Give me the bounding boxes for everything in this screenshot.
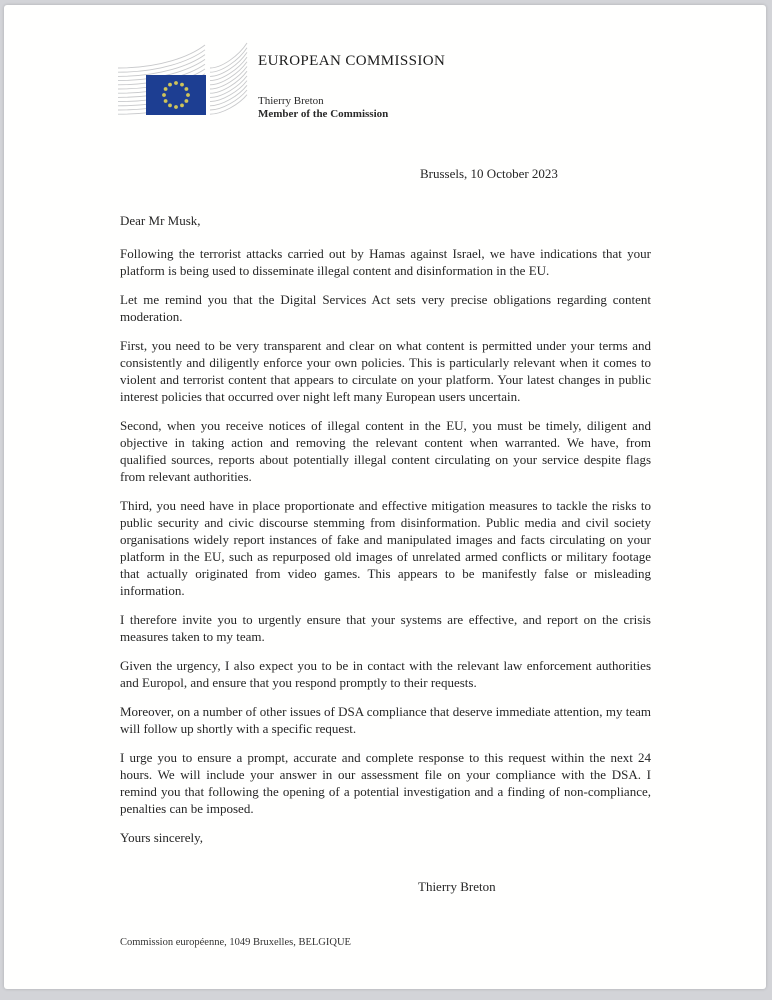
- sender-name: Thierry Breton: [258, 95, 324, 107]
- dateline: Brussels, 10 October 2023: [420, 166, 558, 181]
- signature-name: Thierry Breton: [418, 879, 496, 894]
- eu-flag: [146, 75, 206, 115]
- letter-paragraph-6: I therefore invite you to urgently ensure that your systems are effective, and report on the crisis measures taken to my team.: [120, 612, 651, 644]
- letter-paragraph-1: Following the terrorist attacks carried out by Hamas against Israel, we have indications that your platform is being used to disseminate illegal content and disinformation in the EU.: [120, 246, 651, 278]
- european-commission-logo: [118, 42, 248, 118]
- letter-paragraph-8: Moreover, on a number of other issues of DSA compliance that deserve immediate attention, my team will follow up shortly with a specific request.: [120, 704, 651, 736]
- letter-paragraph-9: I urge you to ensure a prompt, accurate and complete response to this request within the next 24 hours. We will include your answer in our assessment file on your compliance with the DSA. I remind you that following the opening of a potential investigation and a finding of non-compliance, penalties can be imposed.: [120, 750, 651, 816]
- salutation: Dear Mr Musk,: [120, 213, 201, 228]
- letter-paragraph-3: First, you need to be very transparent and clear on what content is permitted under your terms and consistently and diligently enforce your own policies. This is particularly relevant when it comes to violent and terrorist content that appears to circulate on your platform. Your latest changes in public interest policies that occurred over night left many European users uncertain.: [120, 338, 651, 404]
- letter-paragraph-2: Let me remind you that the Digital Services Act sets very precise obligations regarding content moderation.: [120, 292, 651, 324]
- letter-body: [120, 212, 651, 895]
- institution-title: EUROPEAN COMMISSION: [258, 53, 446, 69]
- footer-address: Commission européenne, 1049 Bruxelles, BELGIQUE: [120, 937, 351, 948]
- logo-flourish-right: [210, 43, 247, 114]
- letter-paragraph-7: Given the urgency, I also expect you to be in contact with the relevant law enforcement authorities and Europol, and ensure that you respond promptly to their requests.: [120, 658, 651, 690]
- letter-page: [4, 5, 766, 989]
- letter-paragraph-5: Third, you need have in place proportionate and effective mitigation measures to tackle the risks to public security and civic discourse stemming from disinformation. Public media and civil society organisations widely report instances of fake and manipulated images and facts circulating on your platform in the EU, such as repurposed old images of unrelated armed conflicts or military footage that actually originated from video games. This appears to be manifestly false or misleading information.: [120, 498, 651, 598]
- sender-title: Member of the Commission: [258, 108, 389, 120]
- closing: Yours sincerely,: [120, 830, 204, 845]
- letter-paragraph-4: Second, when you receive notices of illegal content in the EU, you must be timely, diligent and objective in taking action and removing the relevant content when warranted. We have, from qualified sources, reports about potentially illegal content circulating on your service despite flags from relevant authorities.: [120, 418, 651, 484]
